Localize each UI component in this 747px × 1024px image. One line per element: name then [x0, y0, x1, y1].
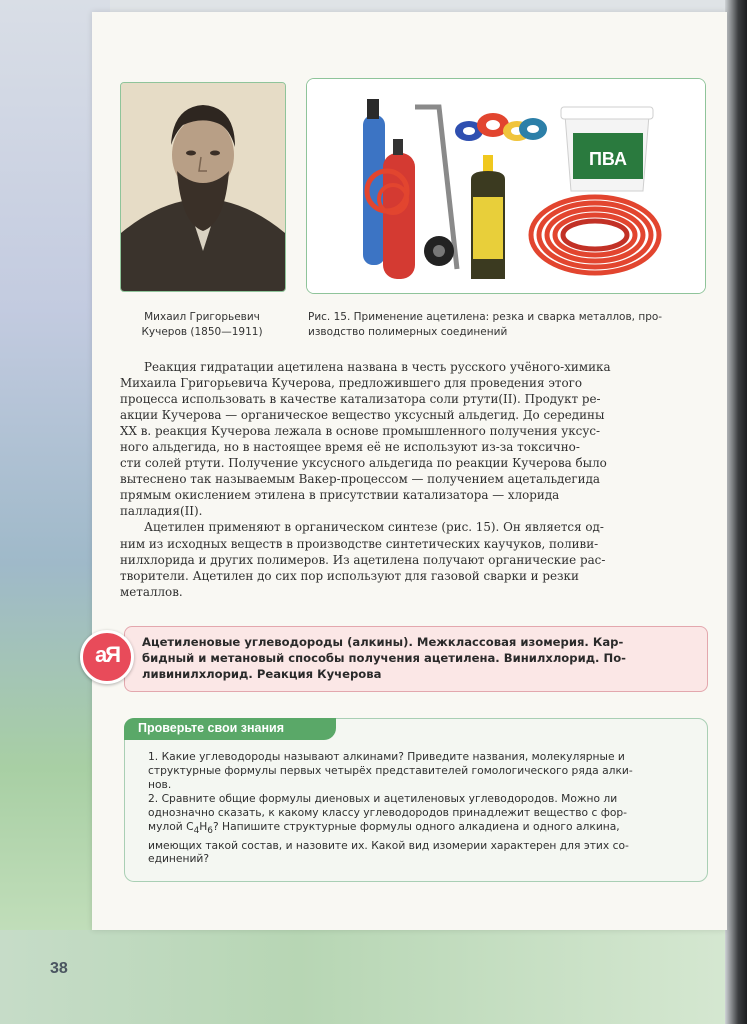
text-line: Реакция гидратации ацетилена названа в честь русского учёного-химика: [144, 360, 611, 374]
text-line: Ацетилен применяют в органическом синтезе (рис. 15). Он является од-: [144, 520, 604, 535]
pva-glue-bucket: [561, 107, 653, 191]
question-line: нов.: [148, 777, 172, 791]
text-line: металлов.: [120, 584, 183, 599]
portrait-caption-dates: Кучеров (1850—1911): [141, 326, 263, 338]
text-line: нилхлорида и других полимеров. Из ацетилена получают органические рас-: [120, 552, 606, 567]
bucket-label: ПВА: [588, 149, 628, 169]
key-terms-badge-text: аЯ: [94, 642, 120, 667]
page-background-bottom: [0, 930, 747, 1024]
formula-text: мулой C: [148, 819, 194, 833]
text-line: XX в. реакция Кучерова лежала в основе промышленного получения уксус-: [120, 424, 600, 439]
check-knowledge-title: Проверьте свои знания: [138, 721, 285, 735]
question-line: имеющих такой состав, и назовите их. Какой вид изомерии характерен для этих со-: [148, 838, 629, 852]
key-terms-line: ливинилхлорид. Реакция Кучерова: [142, 667, 382, 681]
question-2: [148, 792, 694, 867]
figure-caption: [308, 310, 708, 340]
formula-subscript: 4: [193, 825, 200, 836]
question-line: ? Напишите структурные формулы одного алкадиена и одного алкина,: [212, 819, 620, 833]
text-line: сти солей ртути. Получение уксусного альдегида по реакции Кучерова было: [120, 456, 607, 471]
question-line: 2. Сравните общие формулы диеновых и ацетиленовых углеводородов. Можно ли: [148, 791, 618, 805]
paragraph-kucherov-reaction: [120, 359, 710, 375]
text-line: ним из исходных веществ в производстве синтетических каучуков, поливи-: [120, 536, 599, 551]
adhesive-bottle: [471, 155, 505, 279]
figure-15-image: [306, 78, 706, 294]
figure-caption-line: изводство полимерных соединений: [308, 326, 508, 338]
text-line: ного альдегида, но в настоящее время её не используют из-за токсично-: [120, 440, 580, 455]
acetylene-applications-illustration: [307, 79, 705, 293]
questions-list: [148, 750, 694, 866]
key-terms-line: бидный и метановый способы получения ацетилена. Винилхлорид. По-: [142, 651, 626, 665]
text-line: акции Кучерова — органическое вещество уксусный альдегид. До середины: [120, 408, 605, 423]
key-terms-text: [142, 634, 692, 682]
formula-text: H: [199, 819, 208, 833]
question-1: [148, 750, 694, 792]
page-number: 38: [50, 960, 68, 977]
text-line: Михаила Григорьевича Кучерова, предложившего для проведения этого: [120, 376, 583, 391]
book-spine-shadow: [725, 0, 747, 1024]
portrait-illustration: [121, 83, 285, 291]
paragraph-acetylene-uses: [120, 519, 710, 535]
portrait-photo: [120, 82, 286, 292]
portrait-caption: [120, 310, 284, 340]
figure-caption-line: Рис. 15. Применение ацетилена: резка и сварка металлов, про-: [308, 311, 663, 323]
text-line: творители. Ацетилен до сих пор используют для газовой сварки и резки: [120, 568, 579, 583]
text-line: процесса использовать в качестве катализатора соли ртути(II). Продукт ре-: [120, 392, 601, 407]
key-terms-line: Ацетиленовые углеводороды (алкины). Межклассовая изомерия. Кар-: [142, 635, 624, 649]
question-line: структурные формулы первых четырёх представителей гомологического ряда алки-: [148, 763, 633, 777]
question-line: 1. Какие углеводороды называют алкинами? Приведите названия, молекулярные и: [148, 750, 625, 763]
portrait-caption-name: Михаил Григорьевич: [144, 311, 260, 323]
formula-subscript: 6: [207, 825, 213, 836]
text-line: вытеснено так называемым Вакер-процессом — получением ацетальдегида: [120, 472, 600, 487]
question-line: однозначно сказать, к какому классу углеводородов принадлежит вещество с фор-: [148, 805, 628, 819]
question-line: единений?: [148, 852, 210, 866]
body-text: [120, 359, 710, 600]
text-line: палладия(II).: [120, 504, 203, 519]
text-line: прямым окислением этилена в присутствии катализатора — хлорида: [120, 488, 560, 503]
key-terms-badge-icon: [80, 630, 134, 684]
textbook-page: [92, 12, 727, 930]
